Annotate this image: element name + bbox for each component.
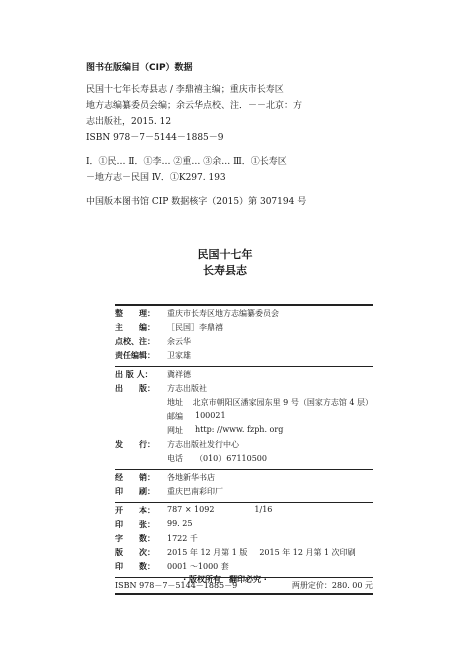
- spec-value: 99. 25: [167, 519, 193, 528]
- credit-label: 出 版：: [115, 384, 155, 393]
- spec-label: 开 本：: [115, 506, 155, 515]
- cip-classification: Ⅰ．①民… Ⅱ．①李… ②重… ③余… Ⅲ．①长寿区: [86, 157, 287, 167]
- book-title-line2: 长寿县志: [203, 264, 247, 277]
- spec-label: 印 数：: [115, 562, 155, 571]
- cip-heading: 图书在版编目（CIP）数据: [86, 63, 193, 73]
- credit-value: ［民国］李鼎禧: [167, 323, 223, 332]
- divider: [115, 502, 373, 503]
- publisher-detail-row: [167, 397, 373, 411]
- spec-value: [167, 547, 373, 558]
- detail-label: 地址: [167, 398, 183, 407]
- divider: [115, 469, 373, 470]
- spec-row-words: [115, 533, 373, 547]
- credit-row: [115, 350, 373, 364]
- credit-label: 点校、注：: [115, 337, 155, 346]
- edition-value: 2015 年 12 月第 1 版: [167, 548, 248, 557]
- price: 两册定价：280. 00 元: [291, 581, 373, 590]
- credit-label: 责任编辑：: [115, 351, 155, 360]
- credit-label: 主 编：: [115, 323, 155, 332]
- copyright-notice: · 版权所有 翻印必究 ·: [183, 575, 267, 584]
- edition-extra: 2015 年 12 月第 1 次印刷: [259, 548, 356, 557]
- credit-row: [115, 383, 373, 397]
- phone-value: （010）67110500: [195, 454, 267, 463]
- credit-label: 整 理：: [115, 309, 155, 318]
- phone-row: [167, 453, 373, 467]
- format-extra: 1/16: [254, 505, 273, 514]
- cip-record-number: 中国版本图书馆 CIP 数据核字（2015）第 307194 号: [86, 197, 307, 207]
- publisher-details: [115, 397, 373, 439]
- spec-value: 0001 ～1000 套: [167, 562, 229, 571]
- detail-label: 网址: [167, 426, 183, 435]
- cip-line: 地方志编纂委员会编；余云华点校、注．－－北京：方: [86, 101, 303, 111]
- divider: [115, 593, 373, 595]
- copyright-table: [115, 302, 373, 597]
- detail-label: 邮编: [167, 412, 183, 421]
- credit-row: [115, 369, 373, 383]
- spec-label: 字 数：: [115, 534, 155, 543]
- spec-row-print: [115, 561, 373, 575]
- spec-row-edition: [115, 547, 373, 561]
- credit-row: [115, 308, 373, 322]
- cip-isbn: ISBN 978－7－5144－1885－9: [86, 133, 224, 143]
- dist-value: 重庆巴南彩印厂: [167, 487, 223, 496]
- cip-block: [86, 60, 386, 210]
- format-value: 787 × 1092: [167, 505, 215, 514]
- divider: [115, 304, 373, 306]
- isbn-code: ISBN 978－7－5144－1885－9: [115, 581, 238, 590]
- credit-row: [115, 322, 373, 336]
- dist-value: 各地新华书店: [167, 473, 215, 482]
- spec-label: 印 张：: [115, 520, 155, 529]
- spec-row-sheets: [115, 519, 373, 533]
- credit-label: 出 版 人：: [115, 370, 153, 379]
- spec-row-format: [115, 505, 373, 519]
- credit-value: 余云华: [167, 337, 191, 346]
- dist-row: [115, 486, 373, 500]
- divider: [115, 366, 373, 367]
- spec-value: 1722 千: [167, 534, 198, 543]
- spec-label: 版 次：: [115, 548, 155, 557]
- credit-value: 方志出版社: [167, 384, 207, 393]
- cip-classification: －地方志－民国 Ⅳ．①K297. 193: [86, 173, 226, 183]
- cip-line: 志出版社，2015. 12: [86, 117, 172, 127]
- cip-line: 民国十七年长寿县志 / 李鼎禧主编；重庆市长寿区: [86, 85, 284, 95]
- credit-row: [115, 336, 373, 350]
- dist-label: 经 销：: [115, 473, 155, 482]
- book-title-line1: 民国十七年: [197, 248, 253, 261]
- credit-value: 重庆市长寿区地方志编纂委员会: [167, 309, 279, 318]
- detail-value: http: //www. fzph. org: [195, 425, 284, 434]
- credit-value: 卫家雄: [167, 351, 191, 360]
- spec-value: [167, 505, 373, 514]
- detail-value: 100021: [195, 411, 226, 420]
- phone-details: [115, 453, 373, 467]
- issue-value: 方志出版社发行中心: [167, 440, 239, 449]
- publisher-detail-row: [167, 425, 373, 439]
- detail-value: 北京市朝阳区潘家园东里 9 号（国家方志馆 4 层）: [192, 398, 373, 407]
- issue-label: 发 行：: [115, 440, 155, 449]
- credit-value: 冀祥德: [167, 370, 191, 379]
- dist-label: 印 刷：: [115, 487, 155, 496]
- publisher-detail-row: [167, 411, 373, 425]
- issue-row: [115, 439, 373, 453]
- dist-row: [115, 472, 373, 486]
- phone-label: 电话: [167, 454, 183, 463]
